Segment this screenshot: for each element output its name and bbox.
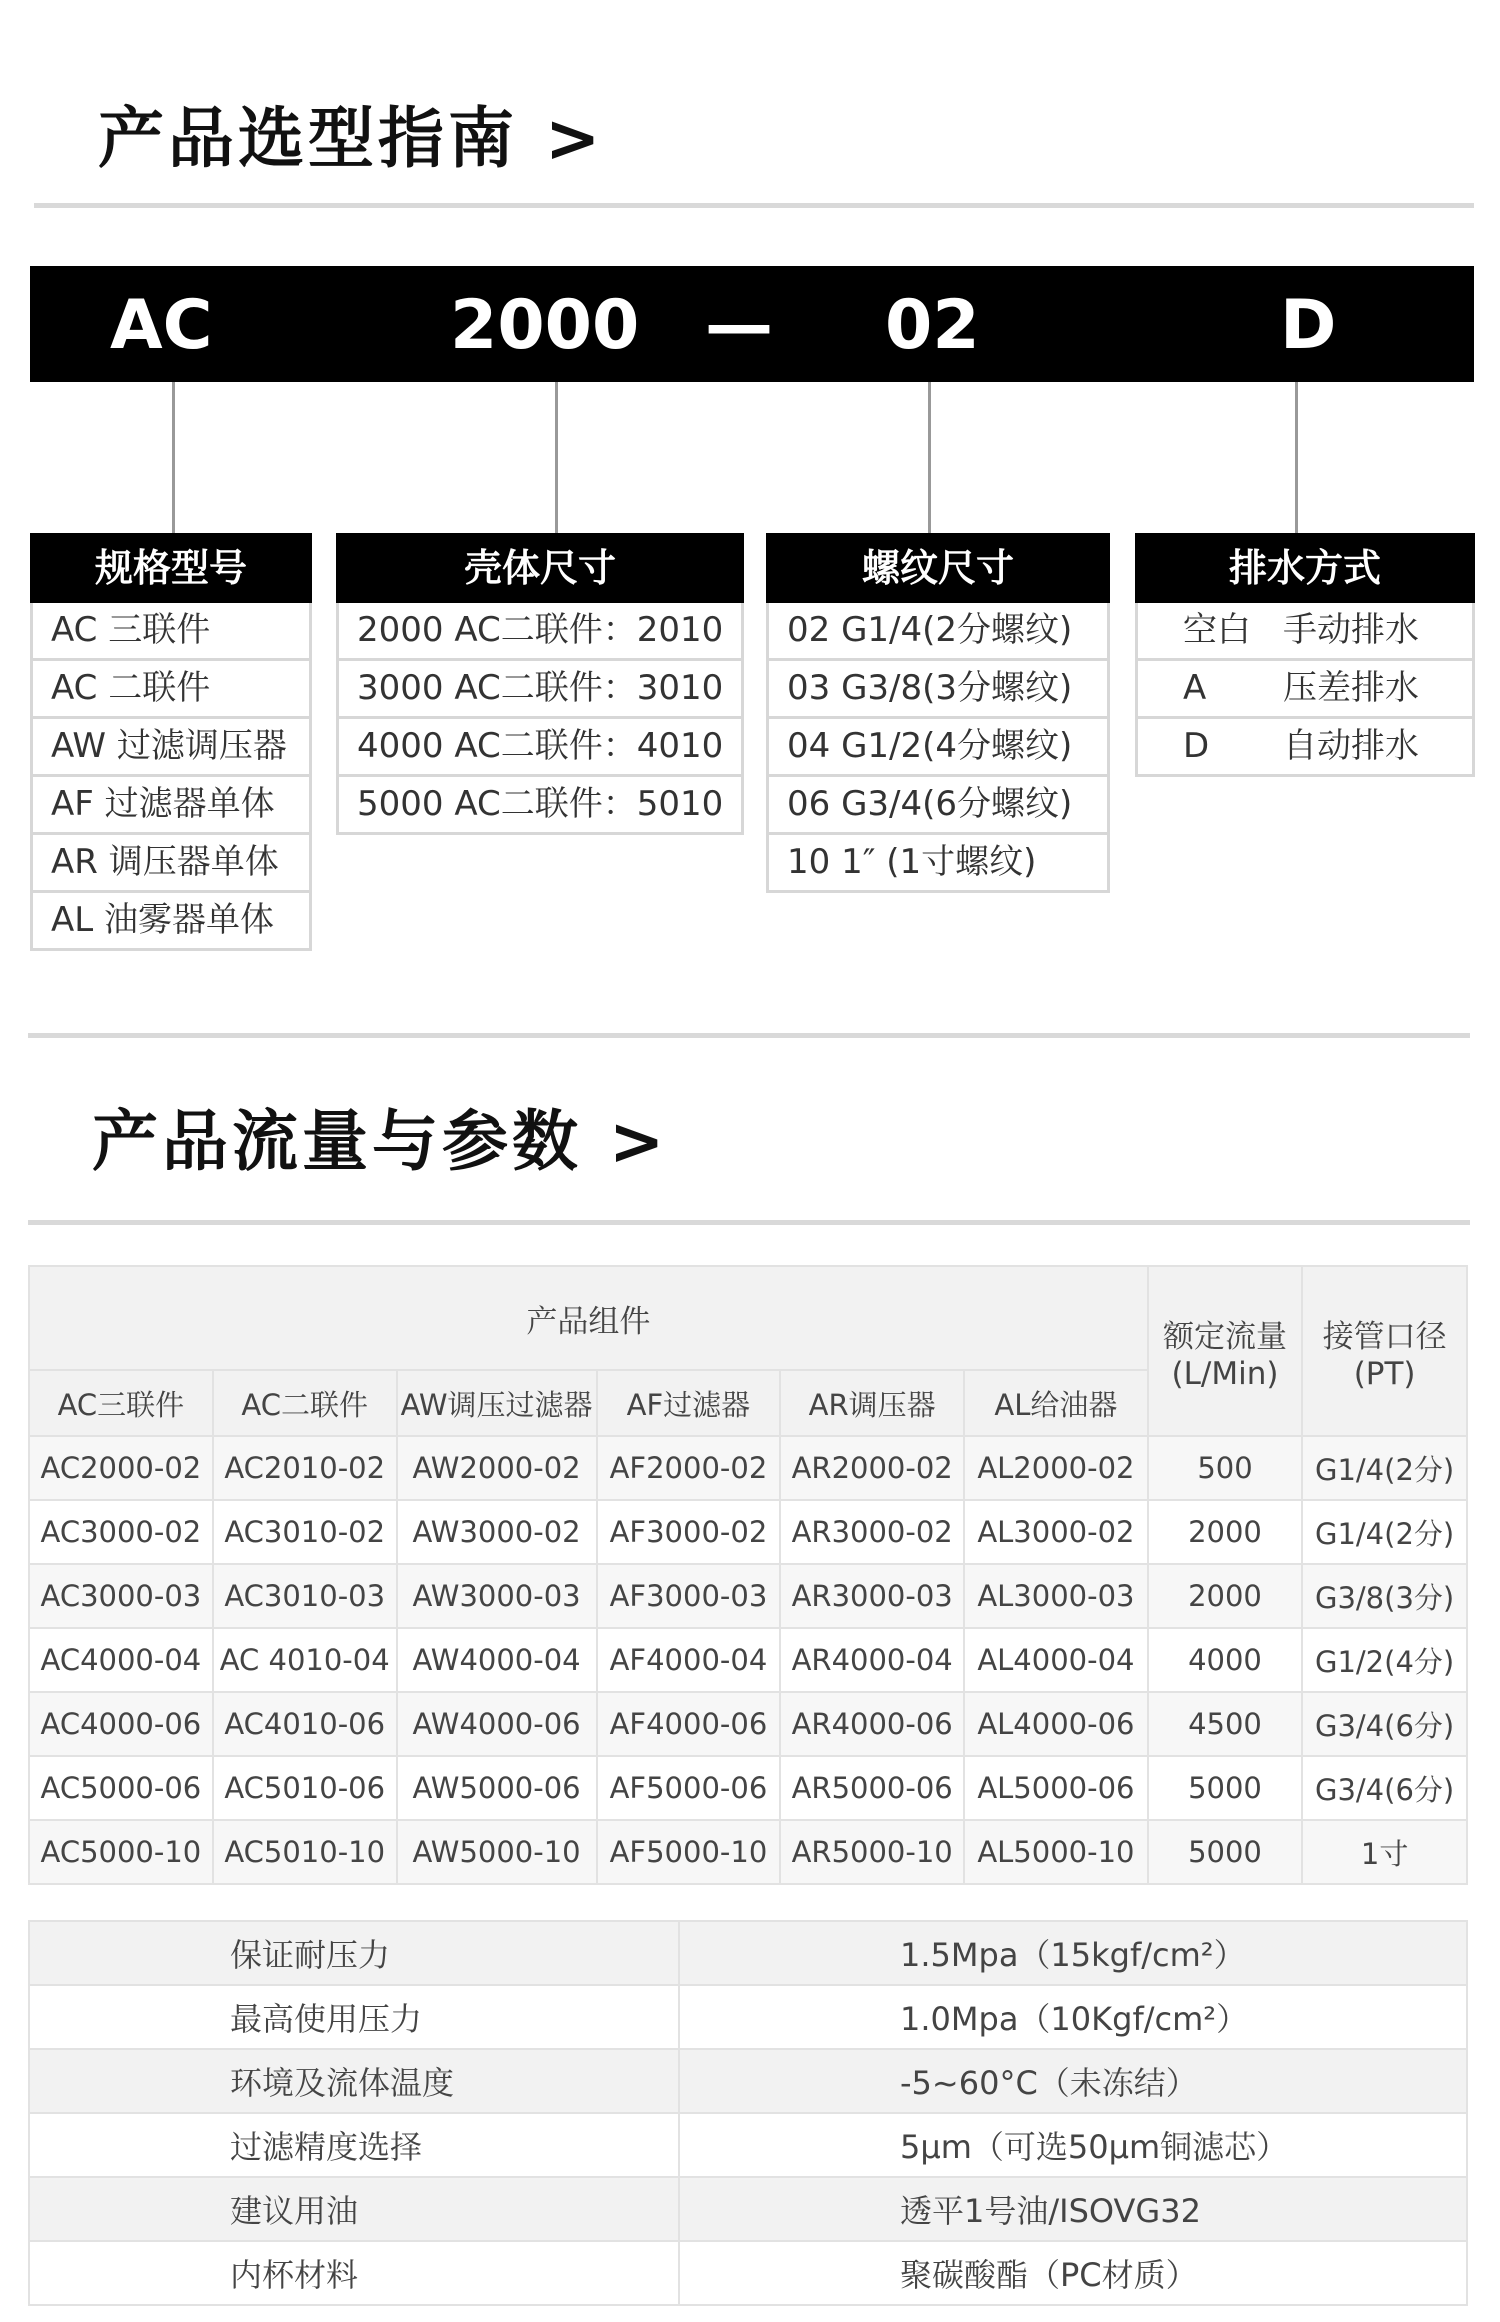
thread-size-item: 06 G3/4(6分螺纹) [769, 774, 1107, 832]
table-cell: AW4000-04 [397, 1628, 597, 1692]
table-cell: AC5010-10 [213, 1820, 397, 1884]
param-value: 1.5Mpa（15kgf/cm²） [679, 1921, 1467, 1985]
table-cell: AF3000-02 [597, 1500, 781, 1564]
drain-mode-item [1138, 658, 1472, 716]
model-code-bar [30, 266, 1474, 382]
table-cell: AF5000-10 [597, 1820, 781, 1884]
body-size-header: 壳体尺寸 [336, 533, 744, 603]
column-header: AW调压过滤器 [397, 1370, 597, 1436]
spec-item: AC 二联件 [33, 658, 309, 716]
code-series: AC [110, 286, 213, 365]
thread-size-item: 10 1″ (1寸螺纹) [769, 832, 1107, 890]
flow-table [28, 1265, 1468, 1885]
drain-description: 压差排水 [1283, 668, 1419, 708]
table-cell: AW5000-10 [397, 1820, 597, 1884]
table-cell: G1/4(2分) [1302, 1436, 1467, 1500]
drain-code: D [1183, 726, 1210, 766]
rated-flow-header: 额定流量 (L/Min) [1148, 1266, 1302, 1436]
table-row [29, 1564, 1467, 1628]
drain-mode-header: 排水方式 [1135, 533, 1475, 603]
port-size-header: 接管口径 (PT) [1302, 1266, 1467, 1436]
table-cell: 2000 [1148, 1564, 1302, 1628]
body-size-box [336, 533, 744, 835]
param-value: -5~60°C（未冻结） [679, 2049, 1467, 2113]
table-cell: AF5000-06 [597, 1756, 781, 1820]
table-cell: AR5000-10 [780, 1820, 964, 1884]
table-cell: AR3000-02 [780, 1500, 964, 1564]
table-cell: G3/4(6分) [1302, 1756, 1467, 1820]
table-cell: AF4000-04 [597, 1628, 781, 1692]
divider [28, 1220, 1470, 1225]
table-cell: AL4000-04 [964, 1628, 1148, 1692]
table-cell: G3/4(6分) [1302, 1692, 1467, 1756]
table-cell: AL4000-06 [964, 1692, 1148, 1756]
table-cell: AR5000-06 [780, 1756, 964, 1820]
code-drain: D [1280, 286, 1337, 365]
spec-item: AC 三联件 [51, 610, 211, 650]
section-title-selection-guide: 产品选型指南 > [98, 100, 605, 177]
section-title-flow-params: 产品流量与参数 > [92, 1103, 669, 1180]
table-cell: AW5000-06 [397, 1756, 597, 1820]
table-cell: AL2000-02 [964, 1436, 1148, 1500]
param-row [29, 1921, 1467, 1985]
divider [34, 203, 1474, 208]
connector-line [172, 382, 175, 534]
param-value: 透平1号油/ISOVG32 [679, 2177, 1467, 2241]
thread-size-header: 螺纹尺寸 [766, 533, 1110, 603]
table-cell: AW3000-03 [397, 1564, 597, 1628]
table-cell: AC2010-02 [213, 1436, 397, 1500]
table-cell: AC5010-06 [213, 1756, 397, 1820]
table-row [29, 1756, 1467, 1820]
spec-item: AW 过滤调压器 [33, 716, 309, 774]
table-cell: AC4010-06 [213, 1692, 397, 1756]
body-size-list [336, 603, 744, 835]
param-name: 保证耐压力 [29, 1921, 679, 1985]
table-row [29, 1436, 1467, 1500]
spec-model-box [30, 533, 312, 951]
table-cell: AR2000-02 [780, 1436, 964, 1500]
param-row [29, 1985, 1467, 2049]
table-cell: 5000 [1148, 1756, 1302, 1820]
param-name: 内杯材料 [29, 2241, 679, 2305]
param-value: 1.0Mpa（10Kgf/cm²） [679, 1985, 1467, 2049]
table-cell: AF4000-06 [597, 1692, 781, 1756]
param-row [29, 2177, 1467, 2241]
body-size-item: 5000 AC二联件：5010 [339, 774, 741, 832]
spec-model-header: 规格型号 [30, 533, 312, 603]
table-cell: AL5000-10 [964, 1820, 1148, 1884]
table-cell: 4500 [1148, 1692, 1302, 1756]
table-row [29, 1820, 1467, 1884]
code-thread: 02 [885, 286, 980, 365]
column-header: AR调压器 [780, 1370, 964, 1436]
drain-description: 自动排水 [1283, 726, 1419, 766]
table-cell: AR4000-06 [780, 1692, 964, 1756]
body-size-item: 4000 AC二联件：4010 [339, 716, 741, 774]
connector-line [1295, 382, 1298, 534]
table-cell: AC3000-02 [29, 1500, 213, 1564]
thread-size-box [766, 533, 1110, 893]
spec-item: AL 油雾器单体 [33, 890, 309, 948]
thread-size-item: 04 G1/2(4分螺纹) [769, 716, 1107, 774]
table-cell: AW3000-02 [397, 1500, 597, 1564]
param-name: 建议用油 [29, 2177, 679, 2241]
spec-model-list [30, 603, 312, 951]
param-row [29, 2049, 1467, 2113]
table-row [29, 1692, 1467, 1756]
connector-line [555, 382, 558, 534]
table-cell: AC3000-03 [29, 1564, 213, 1628]
drain-mode-item [1138, 716, 1472, 774]
table-cell: AC3010-03 [213, 1564, 397, 1628]
table-cell: AR3000-03 [780, 1564, 964, 1628]
thread-size-list [766, 603, 1110, 893]
table-cell: 5000 [1148, 1820, 1302, 1884]
spec-item: AR 调压器单体 [33, 832, 309, 890]
table-row [29, 1500, 1467, 1564]
table-cell: AC 4010-04 [213, 1628, 397, 1692]
table-cell: AC5000-10 [29, 1820, 213, 1884]
drain-mode-list [1135, 603, 1475, 777]
table-cell: G1/2(4分) [1302, 1628, 1467, 1692]
spec-item: AF 过滤器单体 [33, 774, 309, 832]
table-cell: AL3000-03 [964, 1564, 1148, 1628]
param-value: 聚碳酸酯（PC材质） [679, 2241, 1467, 2305]
column-header: AL给油器 [964, 1370, 1148, 1436]
body-size-item: 2000 AC二联件：2010 [357, 610, 724, 650]
thread-size-item: 02 G1/4(2分螺纹) [787, 610, 1073, 650]
table-row [29, 1628, 1467, 1692]
table-cell: AF2000-02 [597, 1436, 781, 1500]
param-name: 环境及流体温度 [29, 2049, 679, 2113]
param-name: 过滤精度选择 [29, 2113, 679, 2177]
drain-mode-item [1138, 603, 1472, 658]
table-cell: AC4000-06 [29, 1692, 213, 1756]
code-body-size: 2000 [450, 286, 640, 365]
table-cell: G3/8(3分) [1302, 1564, 1467, 1628]
table-cell: 2000 [1148, 1500, 1302, 1564]
param-name: 最高使用压力 [29, 1985, 679, 2049]
column-header: AC三联件 [29, 1370, 213, 1436]
divider [28, 1033, 1470, 1038]
table-cell: AR4000-04 [780, 1628, 964, 1692]
table-cell: AL5000-06 [964, 1756, 1148, 1820]
code-dash: — [705, 286, 773, 365]
param-row [29, 2113, 1467, 2177]
table-cell: AC5000-06 [29, 1756, 213, 1820]
table-cell: AW2000-02 [397, 1436, 597, 1500]
table-cell: 4000 [1148, 1628, 1302, 1692]
drain-code: 空白 [1183, 610, 1251, 650]
table-cell: AL3000-02 [964, 1500, 1148, 1564]
params-table [28, 1920, 1468, 2306]
param-value: 5μm（可选50μm铜滤芯） [679, 2113, 1467, 2177]
table-cell: 1寸 [1302, 1820, 1467, 1884]
table-cell: AW4000-06 [397, 1692, 597, 1756]
column-header: AF过滤器 [597, 1370, 781, 1436]
table-cell: G1/4(2分) [1302, 1500, 1467, 1564]
table-cell: AC2000-02 [29, 1436, 213, 1500]
body-size-item: 3000 AC二联件：3010 [339, 658, 741, 716]
connector-line [928, 382, 931, 534]
table-cell: 500 [1148, 1436, 1302, 1500]
table-cell: AC3010-02 [213, 1500, 397, 1564]
table-cell: AF3000-03 [597, 1564, 781, 1628]
drain-code: A [1183, 668, 1207, 708]
group-header: 产品组件 [29, 1266, 1148, 1370]
table-cell: AC4000-04 [29, 1628, 213, 1692]
thread-size-item: 03 G3/8(3分螺纹) [769, 658, 1107, 716]
param-row [29, 2241, 1467, 2305]
column-header: AC二联件 [213, 1370, 397, 1436]
drain-description: 手动排水 [1283, 610, 1419, 650]
drain-mode-box [1135, 533, 1475, 777]
